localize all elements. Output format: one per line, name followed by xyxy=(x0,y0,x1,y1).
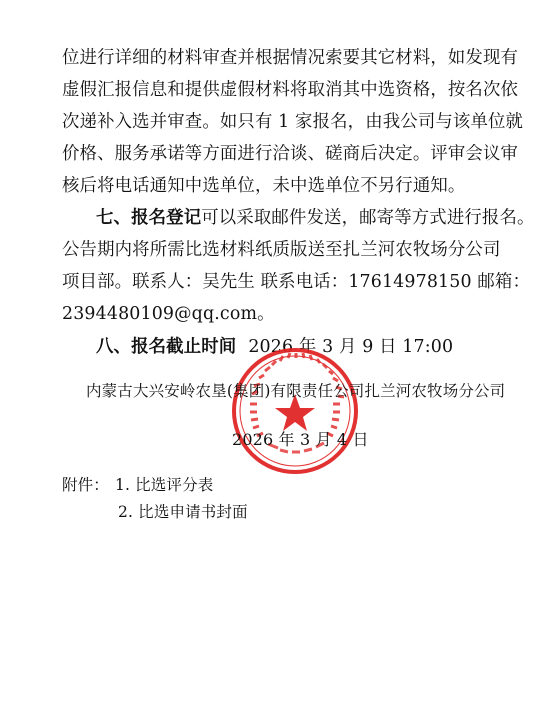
paragraph-line: 位进行详细的材料审查并根据情况索要其它材料，如发现有 xyxy=(62,48,519,68)
section-seven-line xyxy=(96,207,535,229)
paragraph-line: 价格、服务承诺等方面进行洽谈、磋商后决定。评审会议审 xyxy=(62,144,519,164)
attachments-line xyxy=(62,474,213,496)
signature-date: 2026 年 3 月 4 日 xyxy=(232,430,369,449)
section-seven-text: 可以采取邮件发送，邮寄等方式进行报名。 xyxy=(201,208,535,228)
company-name: 内蒙古大兴安岭农垦(集团)有限责任公司扎兰河农牧场分公司 xyxy=(86,382,506,400)
email-line: 2394480109@qq.com。 xyxy=(62,304,275,324)
official-seal-icon xyxy=(230,346,360,476)
section-seven-heading: 七、报名登记 xyxy=(96,208,202,228)
section-eight-heading: 八、报名截止时间 xyxy=(96,337,237,357)
paragraph-line: 虚假汇报信息和提供虚假材料将取消其中选资格，按名次依 xyxy=(62,80,519,100)
attachments-label: 附件： xyxy=(62,476,109,494)
contact-line: 项目部。联系人：吴先生 联系电话：17614978150 邮箱： xyxy=(62,272,530,292)
paragraph-line: 核后将电话通知中选单位，未中选单位不另行通知。 xyxy=(62,176,466,196)
attachment-item: 2. 比选申请书封面 xyxy=(118,503,248,521)
deadline-text: 2026 年 3 月 9 日 17:00 xyxy=(248,337,454,357)
paragraph-line: 公告期内将所需比选材料纸质版送至扎兰河农牧场分公司 xyxy=(62,240,501,260)
paragraph-line: 次递补入选并审查。如只有 1 家报名，由我公司与该单位就 xyxy=(62,112,524,132)
attachment-item: 1. 比选评分表 xyxy=(114,476,214,494)
